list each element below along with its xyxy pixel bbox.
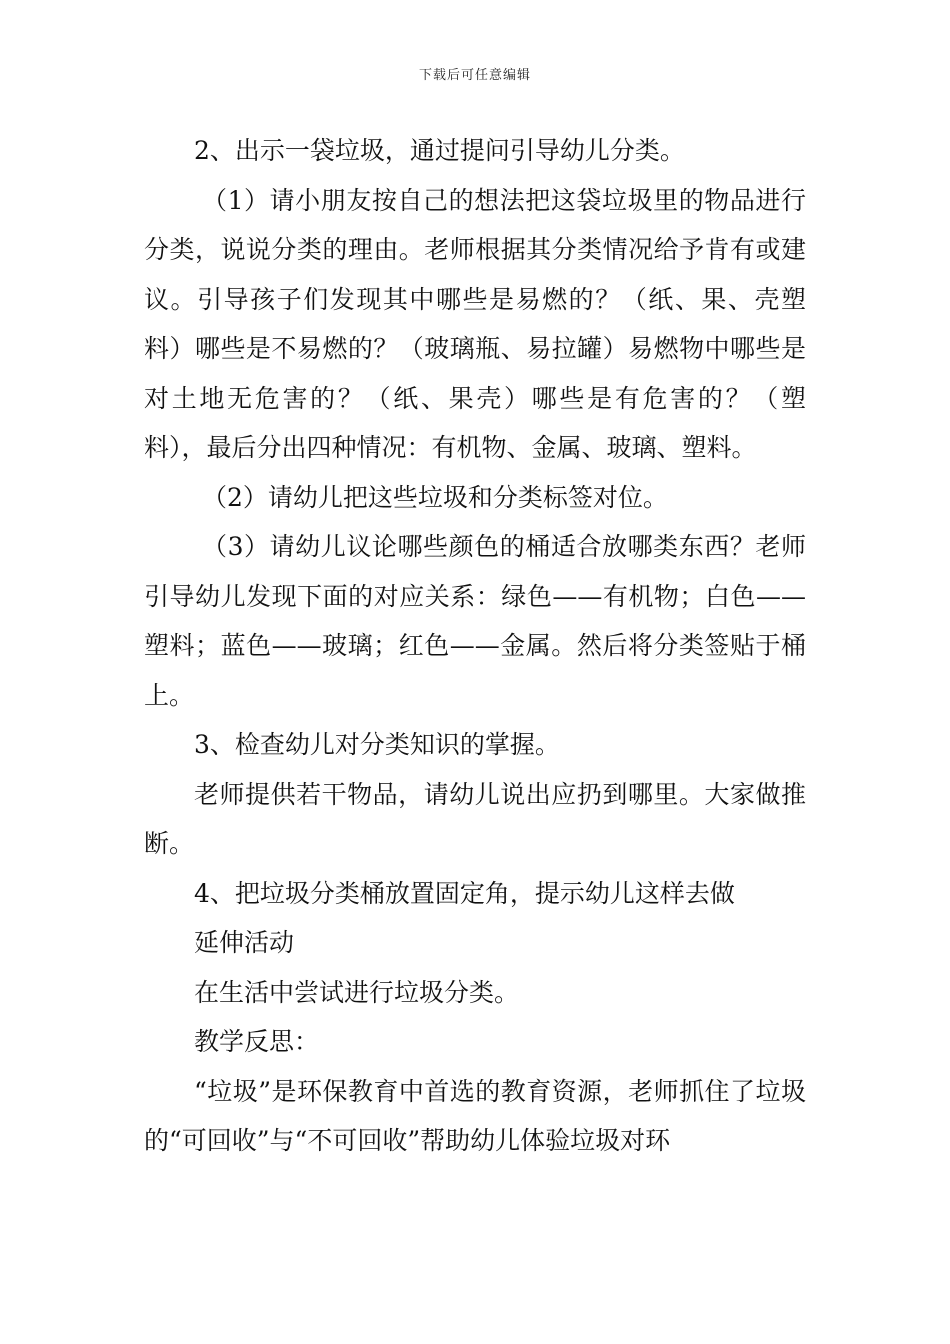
paragraph-step-2-3: （3）请幼儿议论哪些颜色的桶适合放哪类东西？老师引导幼儿发现下面的对应关系：绿色——有机物；白色——塑料；蓝色——玻璃；红色——金属。然后将分类签贴于桶上。 (144, 532, 806, 710)
paragraph-extension: 在生活中尝试进行垃圾分类。 (194, 977, 520, 1007)
paragraph-step-3-detail: 老师提供若干物品，请幼儿说出应扔到哪里。大家做推断。 (144, 779, 806, 858)
paragraph-step-2-1: （1）请小朋友按自己的想法把这袋垃圾里的物品进行分类，说说分类的理由。老师根据其分类情况给予肯有或建议。引导孩子们发现其中哪些是易燃的？（纸、果、壳塑料）哪些是不易燃的？（玻璃瓶、易拉罐）易燃物中哪些是对土地无危害的？（纸、果壳）哪些是有危害的？（塑料），最后分出四种情况：有机物、金属、玻璃、塑料。 (144, 185, 806, 462)
section-heading-reflection: 教学反思： (194, 1027, 320, 1056)
paragraph-step-2: 2、出示一袋垃圾，通过提问引导幼儿分类。 (194, 136, 685, 165)
paragraph-step-4: 4、把垃圾分类桶放置固定角，提示幼儿这样去做 (194, 878, 735, 908)
section-heading-extension: 延伸活动 (194, 928, 295, 957)
document-body (144, 126, 806, 1166)
paragraph-reflection: “垃圾”是环保教育中首选的教育资源，老师抓住了垃圾的“可回收”与“不可回收”帮助幼儿体验垃圾对环 (144, 1076, 806, 1155)
paragraph-step-2-2: （2）请幼儿把这些垃圾和分类标签对位。 (202, 482, 668, 512)
page-header-note: 下载后可任意编辑 (418, 68, 531, 83)
paragraph-step-3: 3、检查幼儿对分类知识的掌握。 (194, 730, 560, 759)
